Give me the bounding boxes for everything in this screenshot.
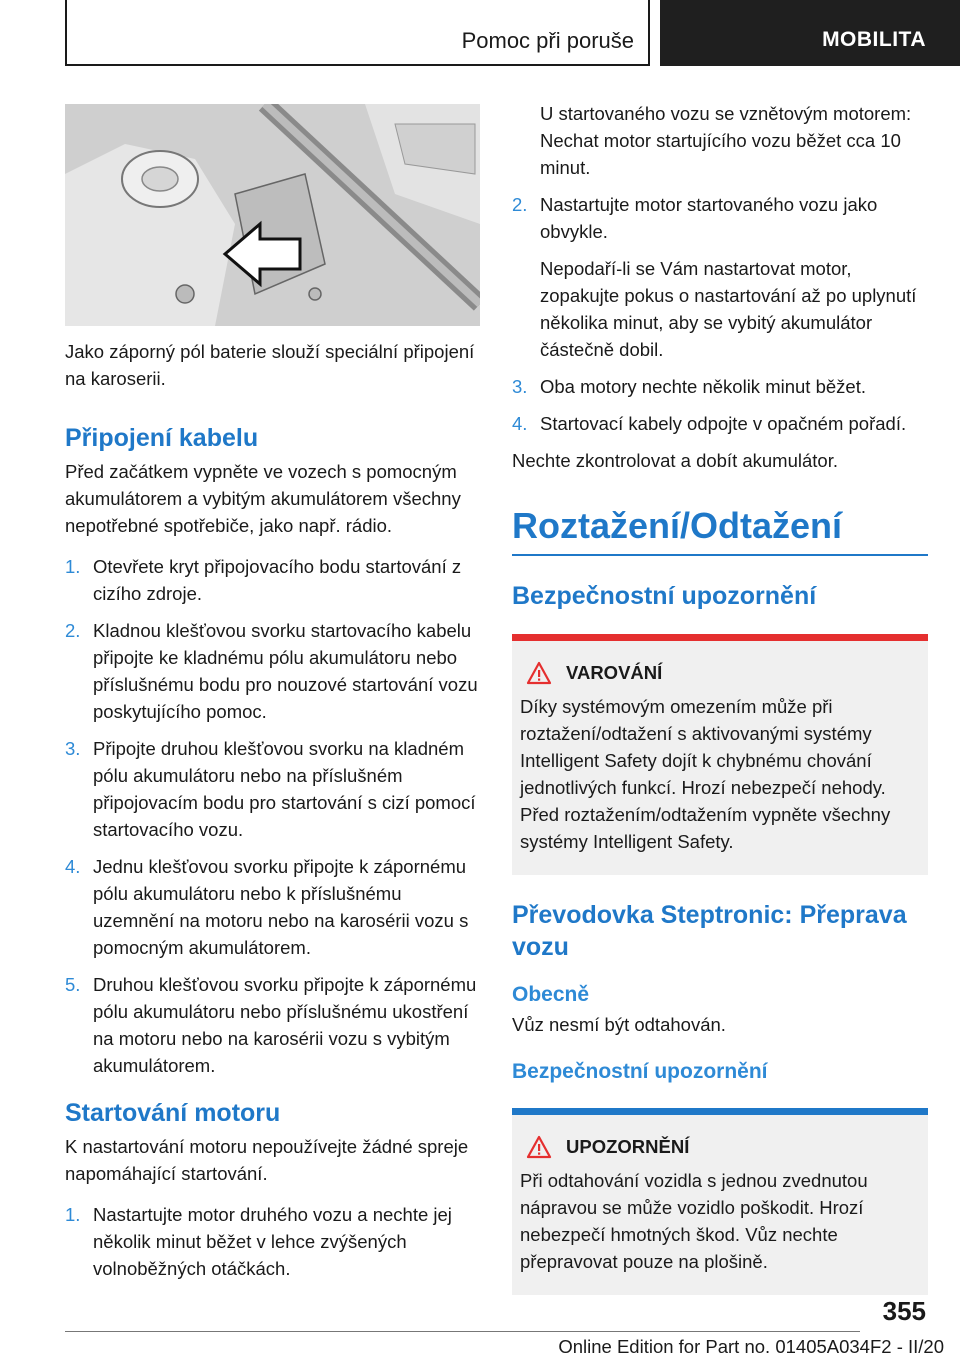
- diesel-note: U startovaného vozu se vznětovým motorem: Nechat motor startujícího vozu běžet cca 10 minut.: [540, 103, 912, 178]
- warning-text: Díky systémovým omezením může při roztažení/odtažení s aktivovanými systémy Intelligent Safety dojít k chybnému chování jednotlivých funkcí. Hrozí nebezpečí nehody. Před roztažením/odtažením vypněte všechny systémy Intelligent Safety.: [520, 696, 891, 852]
- header-chapter-tab: MOBILITA: [660, 0, 960, 66]
- caution-triangle-icon: [526, 1135, 552, 1159]
- start-steps: [65, 1201, 480, 1282]
- warning-title: VAROVÁNÍ: [520, 661, 920, 685]
- start-intro: K nastartování motoru nepoužívejte žádné spreje napomáhající startování.: [65, 1136, 469, 1184]
- warning-triangle-icon: [526, 661, 552, 685]
- connection-steps: [65, 553, 480, 1079]
- warning-box: [512, 634, 928, 875]
- list-item: 4. Startovací kabely odpojte v opačném pořadí.: [512, 413, 907, 434]
- list-item: 2. Nastartujte motor startovaného vozu jako obvykle.: [512, 194, 878, 242]
- list-item: 5. Druhou klešťovou svorku připojte k zápornému pólu akumulátoru nebo příslušnému ukostření na motoru nebo na karosérii vozu s vybitým akumulátorem.: [65, 974, 477, 1076]
- list-item: 3. Připojte druhou klešťovou svorku na kladném pólu akumulátoru nebo na příslušném připojovacím bodu pro startování s cizí pomocí startovacího vozu.: [65, 738, 476, 840]
- heading-steptronic: Převodovka Steptronic: Přeprava vozu: [512, 901, 907, 961]
- caution-text: Při odtahování vozidla s jednou zvednutou nápravou se může vozidlo poškodit. Hrozí nebezpečí hmotných škod. Vůz nechte přepravovat pouze na plošině.: [520, 1170, 868, 1272]
- heading-cable-connection: Připojení kabelu: [65, 424, 259, 452]
- caution-box: [512, 1108, 928, 1295]
- right-column: [512, 100, 928, 1295]
- page-number: 355: [882, 1296, 926, 1326]
- heading-safety-2: Bezpečnostní upozornění: [512, 1060, 768, 1083]
- list-item: 3. Oba motory nechte několik minut běžet.: [512, 376, 866, 397]
- photo-caption: Jako záporný pól baterie slouží speciální připojení na karoserii.: [65, 341, 475, 389]
- list-item: 4. Jednu klešťovou svorku připojte k zápornému pólu akumulátoru nebo k příslušnému uzemnění na motoru nebo na karosérii vozu s pomocným akumulátorem.: [65, 856, 469, 958]
- start-steps-final: [512, 373, 928, 437]
- page-header: [0, 0, 960, 66]
- list-item: 2. Kladnou klešťovou svorku startovacího kabelu připojte ke kladnému pólu akumulátoru nebo příslušnému bodu pro nouzové startování vozu poskytujícího pomoc.: [65, 620, 478, 722]
- caution-title: UPOZORNĚNÍ: [520, 1135, 920, 1159]
- connection-intro: Před začátkem vypněte ve vozech s pomocným akumulátorem a vybitým akumulátorem všechny nepotřebné spotřebiče, jako např. rádio.: [65, 461, 461, 536]
- retry-note: Nepodaří-li se Vám nastartovat motor, zopakujte pokus o nastartování až po uplynutí několika minut, aby se vybitý akumulátor částečně dobil.: [540, 258, 917, 360]
- general-text: Vůz nesmí být odtahován.: [512, 1014, 726, 1035]
- heading-safety: Bezpečnostní upozornění: [512, 582, 817, 610]
- heading-general: Obecně: [512, 983, 590, 1006]
- heading-towing: Roztažení/Odtažení: [512, 504, 928, 556]
- footer-edition: Online Edition for Part no. 01405A034F2 - II/20: [558, 1336, 944, 1357]
- header-section-title: Pomoc při poruše: [461, 28, 634, 53]
- list-item: 1. Nastartujte motor druhého vozu a nechte jej několik minut běžet v lehce zvýšených volnoběžných otáčkách.: [65, 1204, 452, 1279]
- list-item: 1. Otevřete kryt připojovacího bodu startování z cizího zdroje.: [65, 556, 462, 604]
- footer-divider: [65, 1331, 860, 1332]
- engine-bay-photo: [65, 104, 480, 326]
- header-section-box: [65, 0, 650, 66]
- start-steps-continued: [512, 191, 928, 245]
- heading-engine-start: Startování motoru: [65, 1099, 281, 1127]
- left-column: [65, 104, 480, 1292]
- closing-text: Nechte zkontrolovat a dobít akumulátor.: [512, 450, 838, 471]
